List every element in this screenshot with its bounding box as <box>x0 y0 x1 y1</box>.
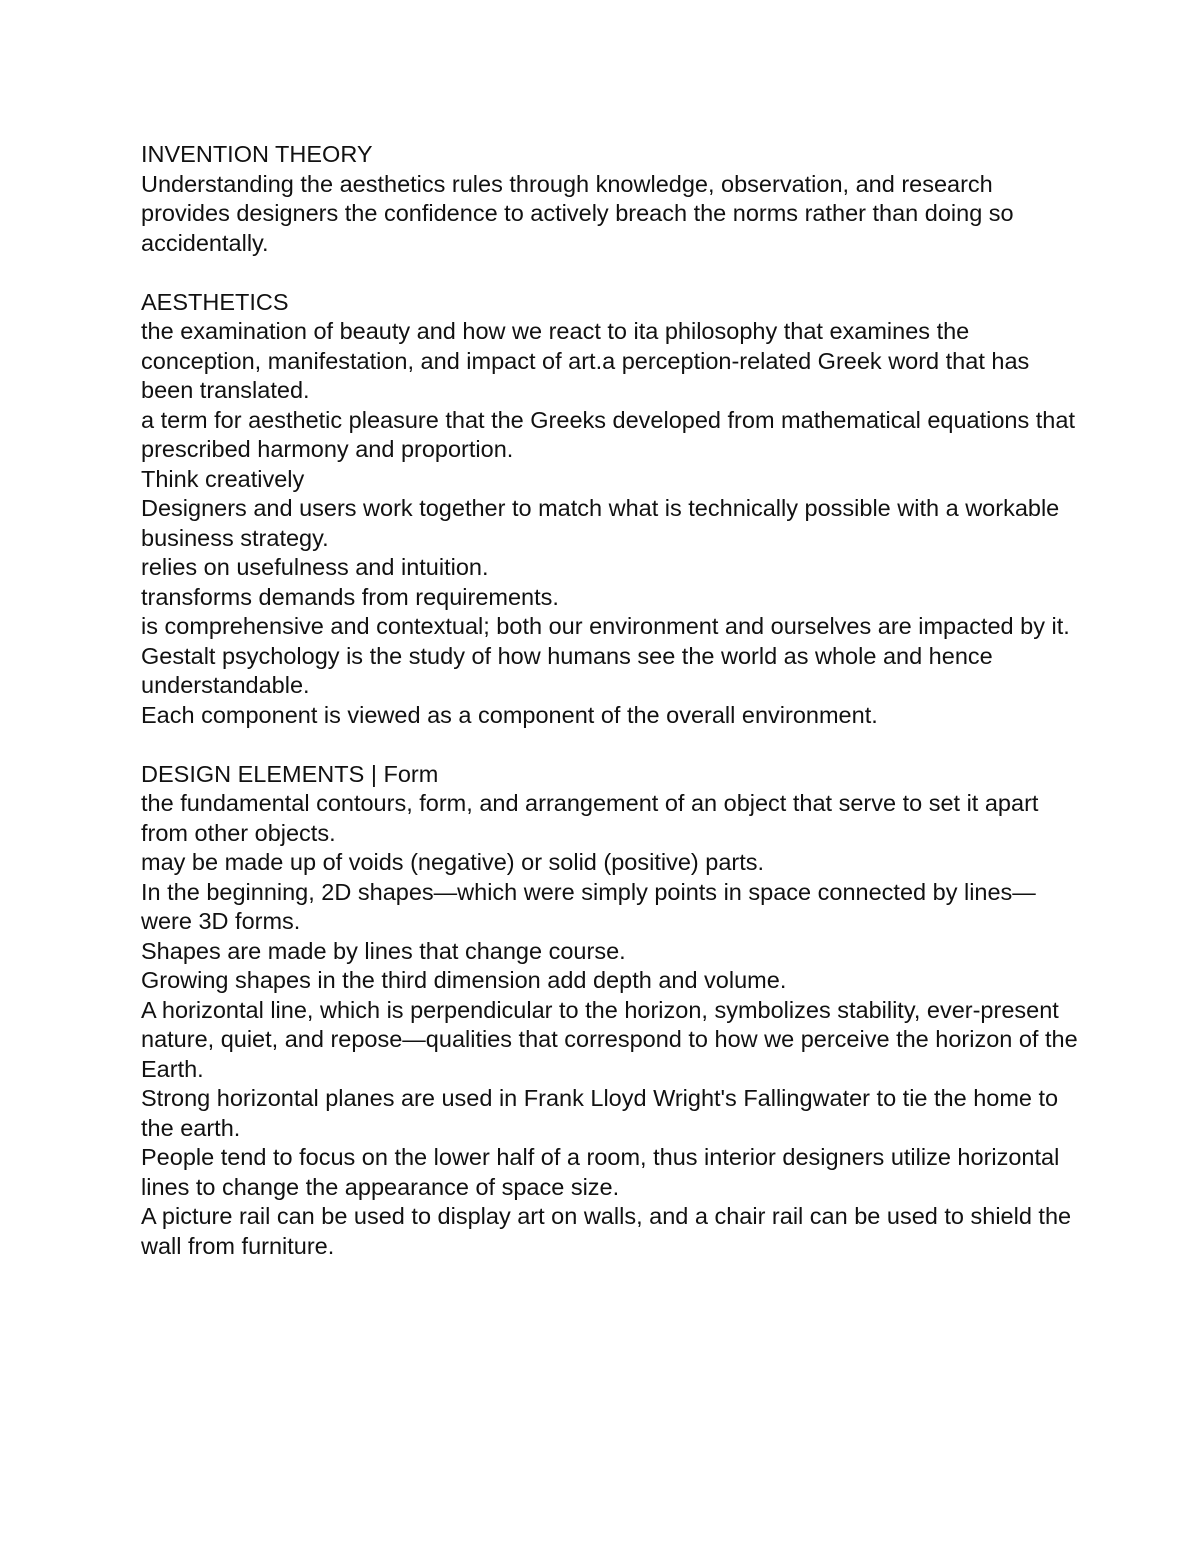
paragraph: Designers and users work together to match what is technically possible with a workable business strategy. <box>141 495 1060 551</box>
paragraph: transforms demands from requirements. <box>141 583 559 610</box>
paragraph: the fundamental contours, form, and arrangement of an object that serve to set it apart from other objects. <box>141 790 1039 846</box>
section-aesthetics <box>141 288 1081 731</box>
paragraph: People tend to focus on the lower half of a room, thus interior designers utilize horizontal lines to change the appearance of space size. <box>141 1144 1060 1200</box>
paragraph: In the beginning, 2D shapes—which were simply points in space connected by lines—were 3D forms. <box>141 878 1036 934</box>
paragraph: may be made up of voids (negative) or solid (positive) parts. <box>141 849 765 875</box>
paragraph: a term for aesthetic pleasure that the Greeks developed from mathematical equations that prescribed harmony and proportion. <box>141 406 1075 462</box>
paragraph: Strong horizontal planes are used in Frank Lloyd Wright's Fallingwater to tie the home to the earth. <box>141 1085 1059 1141</box>
section-heading: AESTHETICS <box>141 288 289 315</box>
paragraph: A horizontal line, which is perpendicular to the horizon, symbolizes stability, ever-present nature, quiet, and repose—qualities that correspond to how we perceive the horizon of the Earth. <box>141 996 1078 1082</box>
paragraph: A picture rail can be used to display art on walls, and a chair rail can be used to shield the wall from furniture. <box>141 1203 1072 1259</box>
paragraph: Understanding the aesthetics rules through knowledge, observation, and research provides designers the confidence to actively breach the norms rather than doing so accidentally. <box>141 170 1014 256</box>
section-design-elements-form <box>141 760 1081 1262</box>
paragraph: Gestalt psychology is the study of how humans see the world as whole and hence understandable. <box>141 642 993 698</box>
paragraph: is comprehensive and contextual; both our environment and ourselves are impacted by it. <box>141 613 1070 639</box>
paragraph: Growing shapes in the third dimension add depth and volume. <box>141 967 787 993</box>
paragraph: Each component is viewed as a component of the overall environment. <box>141 701 878 728</box>
section-heading: INVENTION THEORY <box>141 141 373 167</box>
paragraph: Shapes are made by lines that change course. <box>141 937 626 964</box>
section-invention-theory <box>141 140 1081 258</box>
paragraph: the examination of beauty and how we react to ita philosophy that examines the conception, manifestation, and impact of art.a perception-related Greek word that has been translated. <box>141 318 1030 403</box>
document-page <box>141 140 1081 1291</box>
paragraph: relies on usefulness and intuition. <box>141 554 489 580</box>
paragraph: Think creatively <box>141 465 305 492</box>
section-heading: DESIGN ELEMENTS | Form <box>141 760 439 787</box>
